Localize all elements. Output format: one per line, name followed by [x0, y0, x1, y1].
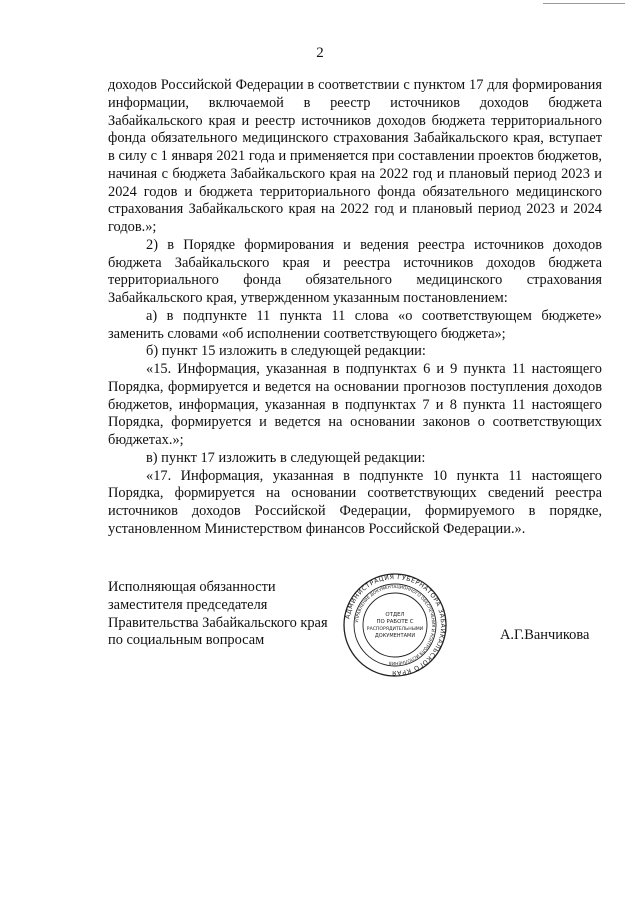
official-stamp — [343, 573, 447, 677]
stamp-center-line: ДОКУМЕНТАМИ — [374, 633, 416, 639]
signatory-line: заместителя председателя — [108, 596, 268, 613]
paragraph-point-15: «15. Информация, указанная в подпунктах 6 и 9 пункта 11 настоящего Порядка, формируется и ведется на основании прогнозов поступления доходов бюджетов, информация, указанная в подпунктах 7 и 8 пункта 11 настоящего Порядка, формируется и ведется на основании законов о соответствующих бюджетах.»; — [108, 361, 602, 448]
paragraph-subitem-v: в) пункт 17 изложить в следующей редакции: — [146, 449, 426, 466]
document-body — [108, 77, 602, 539]
stamp-center-line: РАСПОРЯДИТЕЛЬНЫМИ — [366, 627, 424, 632]
signatory-name: А.Г.Ванчикова — [500, 627, 590, 643]
top-edge-line — [543, 3, 625, 4]
paragraph-item-2: 2) в Порядке формирования и ведения реестра источников доходов бюджета Забайкальского края и реестра источников доходов бюджета территориального фонда обязательного медицинского страхования Забайкальского края, утвержденном указанным постановлением: — [108, 236, 602, 306]
stamp-inner-ring-2 — [363, 593, 427, 657]
paragraph-subitem-a: а) в подпункте 11 пункта 11 слова «о соответствующем бюджете» заменить словами «об исполнении соответствующего бюджета»; — [108, 307, 602, 342]
stamp-outer-text: АДМИНИСТРАЦИЯ ГУБЕРНАТОРА ЗАБАЙКАЛЬСКОГО КРАЯ — [344, 573, 447, 677]
signatory-line: Правительства Забайкальского края — [108, 614, 328, 631]
paragraph-subitem-b: б) пункт 15 изложить в следующей редакции: — [146, 343, 426, 360]
stamp-middle-text: УПРАВЛЕНИЕ ДОКУМЕНТАЦИОННОГО ОБЕСПЕЧЕНИЯ И КОНТРОЛЯ ИСПОЛНЕНИЯ — [354, 583, 437, 667]
paragraph-point-17: «17. Информация, указанная в подпункте 10 пункта 11 настоящего Порядка, формируется на основании соответствующих сведений реестра источников доходов Российской Федерации, формируемого в порядке, установленном Министерством финансов Российской Федерации.». — [108, 467, 602, 537]
signatory-line: по социальным вопросам — [108, 632, 265, 649]
paragraph-continuation: доходов Российской Федерации в соответствии с пунктом 17 для формирования информации, включаемой в реестр источников доходов бюджета Забайкальского края и реестр источников доходов бюджета территориального фонда обязательного медицинского страхования Забайкальского края, вступает в силу с 1 января 2021 года и применяется при составлении проектов бюджетов, начиная с бюджета Забайкальского края на 2022 год и плановый период 2023 и 2024 годов и бюджета территориального фонда обязательного медицинского страхования Забайкальского края на 2022 год и плановый период 2023 и 2024 годов.»; — [108, 77, 602, 235]
stamp-center-line: ПО РАБОТЕ С — [376, 619, 414, 625]
page-number: 2 — [316, 45, 324, 61]
signatory-line: Исполняющая обязанности — [108, 579, 276, 595]
stamp-center-line: ОТДЕЛ — [385, 612, 405, 618]
